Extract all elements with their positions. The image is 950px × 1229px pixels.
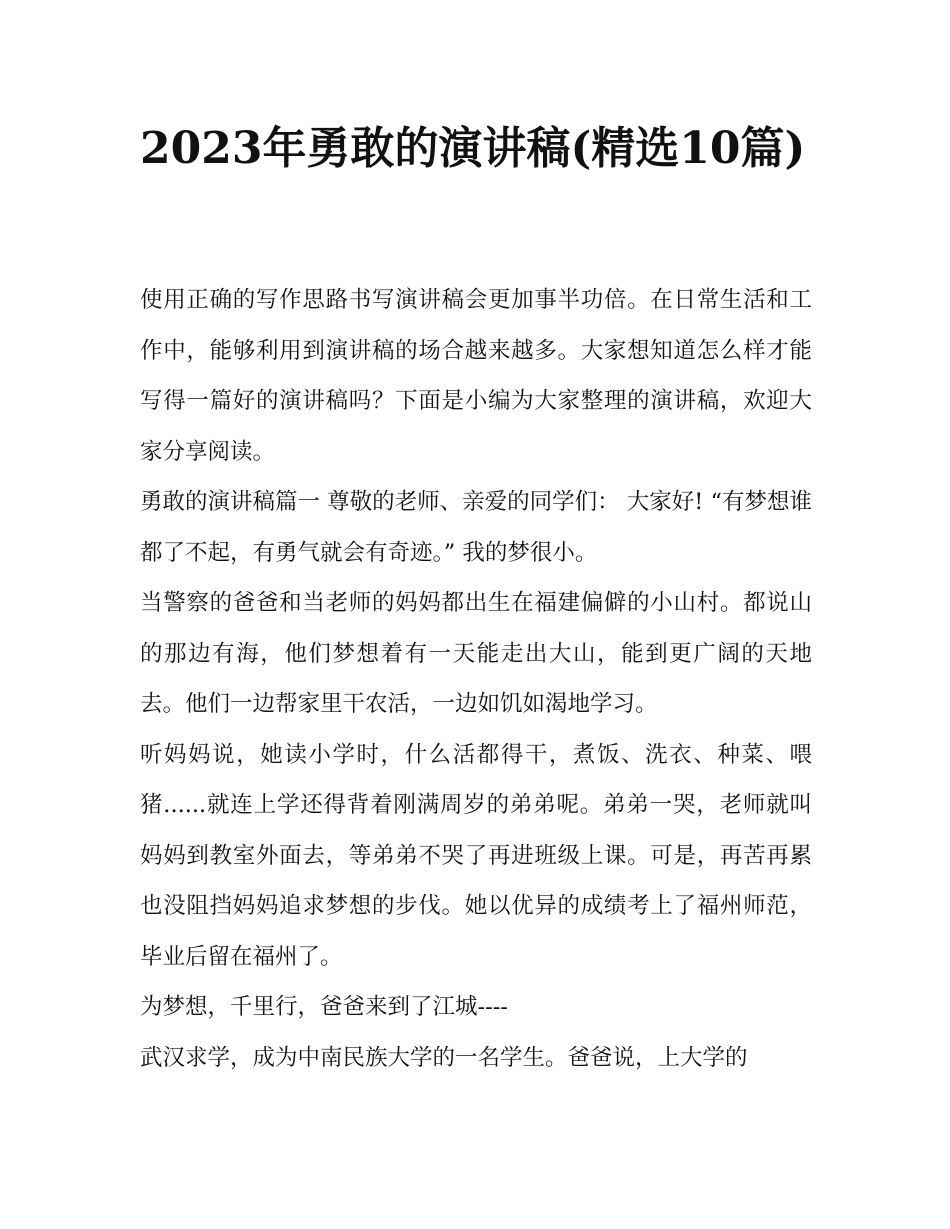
document-body — [140, 275, 812, 1083]
document-title: 2023年勇敢的演讲稿(精选10篇) — [140, 123, 806, 174]
paragraph-father-journey: 为梦想，千里行，爸爸来到了江城---- — [140, 994, 508, 1020]
paragraph-intro: 使用正确的写作思路书写演讲稿会更加事半功倍。在日常生活和工作中，能够利用到演讲稿的场合越来越多。大家想知道怎么样才能写得一篇好的演讲稿吗？下面是小编为大家整理的演讲稿，欢迎大家分享阅读。 — [140, 287, 812, 465]
document-page — [140, 0, 812, 1229]
paragraph-parents-origin: 当警察的爸爸和当老师的妈妈都出生在福建偏僻的小山村。都说山的那边有海，他们梦想着有一天能走出大山，能到更广阔的天地去。他们一边帮家里干农活，一边如饥如渴地学习。 — [140, 590, 812, 717]
paragraph-father-university: 武汉求学，成为中南民族大学的一名学生。爸爸说，上大学的 — [140, 1044, 748, 1071]
paragraph-mother-childhood: 听妈妈说，她读小学时，什么活都得干，煮饭、洗衣、种菜、喂猪......就连上学还得背着刚满周岁的弟弟呢。弟弟一哭，老师就叫妈妈到教室外面去，等弟弟不哭了再进班级上课。可是，再苦再累也没阻挡妈妈追求梦想的步伐。她以优异的成绩考上了福州师范，毕业后留在福州了。 — [140, 741, 812, 970]
paragraph-speech-opening: 勇敢的演讲稿篇一 尊敬的老师、亲爱的同学们： 大家好! “有梦想谁都了不起，有勇气就会有奇迹。” 我的梦很小。 — [140, 489, 813, 566]
